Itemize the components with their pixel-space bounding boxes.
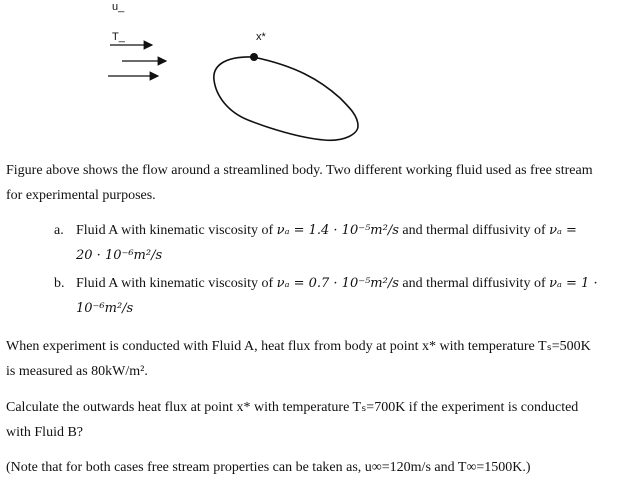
question-paragraph — [6, 395, 628, 445]
intro-line-2: for experimental purposes. — [6, 188, 156, 203]
measurement-line-1: When experiment is conducted with Fluid A, heat flux from body at point x* with temperature Tₛ=500K — [6, 339, 591, 354]
item-b-text: Fluid A with kinematic viscosity of — [76, 276, 277, 291]
point-label: x* — [256, 31, 266, 43]
question-line-1: Calculate the outwards heat flux at point x* with temperature Tₛ=700K if the experiment is conducted — [6, 400, 579, 415]
item-b-mid: and thermal diffusivity of — [398, 276, 550, 291]
item-a-marker: a. — [54, 223, 64, 238]
item-a-diffusivity-start: νₐ = — [549, 223, 577, 238]
flow-diagram — [0, 0, 634, 152]
note-line-1: (Note that for both cases free stream properties can be taken as, u∞=120m/s and T∞=1500K.) — [6, 460, 531, 475]
freestream-velocity-label: u_ — [112, 1, 125, 13]
item-a-viscosity: νₐ = 1.4 · 10⁻⁵m²/s — [276, 223, 399, 238]
item-a-text: Fluid A with kinematic viscosity of — [76, 223, 277, 238]
measurement-line-2: is measured as 80kW/m². — [6, 364, 148, 379]
streamlined-body — [214, 57, 358, 140]
question-line-2: with Fluid B? — [6, 425, 84, 440]
item-b-diffusivity-value: 10⁻⁶m²/s — [76, 301, 134, 316]
freestream-temperature-label: T_ — [112, 31, 125, 43]
intro-paragraph — [6, 158, 628, 208]
note-paragraph — [6, 455, 628, 480]
flow-figure — [0, 0, 634, 152]
item-b-diffusivity-start: νₐ = 1 · — [549, 276, 598, 291]
intro-line-1: Figure above shows the flow around a streamlined body. Two different working fluid used as free stream — [6, 163, 593, 178]
item-b-viscosity: νₐ = 0.7 · 10⁻⁵m²/s — [276, 276, 399, 291]
item-a-mid: and thermal diffusivity of — [398, 223, 550, 238]
item-b-marker: b. — [54, 276, 65, 291]
item-a-diffusivity-value: 20 · 10⁻⁶m²/s — [76, 248, 163, 263]
measurement-paragraph — [6, 334, 628, 384]
point-x-star — [250, 53, 258, 61]
